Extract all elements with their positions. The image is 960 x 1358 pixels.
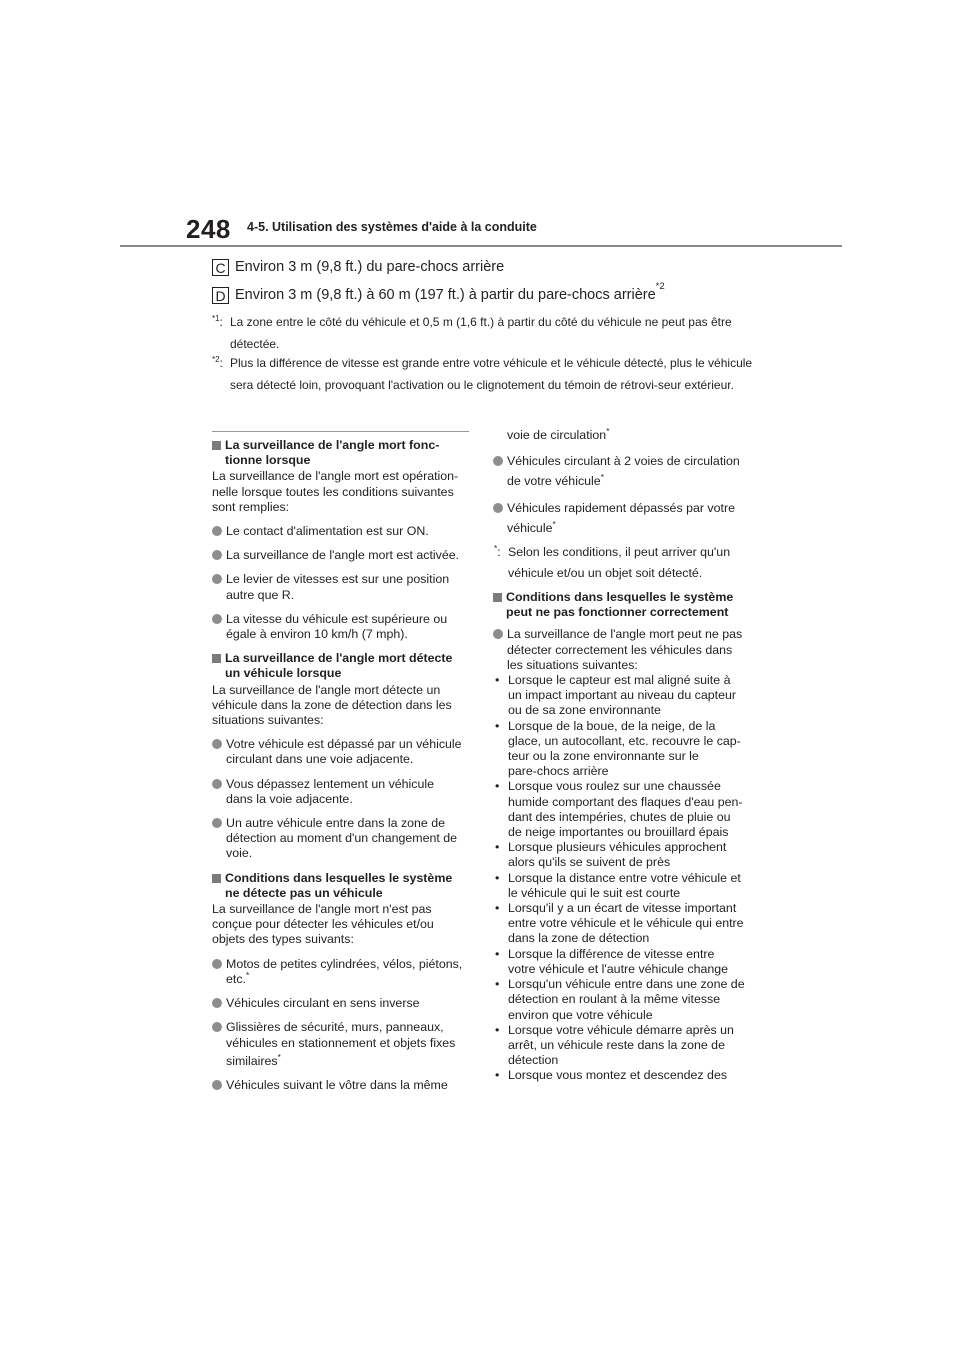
list-item: Glissières de sécurité, murs, panneaux, véhicules en stationnement et objets fixes similaires* [212, 1020, 474, 1069]
list-item: Véhicules circulant en sens inverse [212, 996, 474, 1011]
list-item: La surveillance de l'angle mort est activée. [212, 548, 474, 563]
zone-c-text: Environ 3 m (9,8 ft.) du pare-chocs arrière [235, 259, 505, 275]
list-item: Un autre véhicule entre dans la zone de détection au moment d'un changement de voie. [212, 816, 474, 862]
zone-c [212, 259, 504, 276]
circle-bullet-icon [212, 998, 222, 1008]
footnote-2-mark: *2 [212, 355, 220, 364]
footnote-1-mark: *1 [212, 314, 220, 323]
sub-list-item: • Lorsque la distance entre votre véhicule et le véhicule qui le suit est courte [495, 870, 741, 900]
zone-c-label: C [212, 259, 229, 276]
sub-list-item: • Lorsque vous roulez sur une chaussée humide comportant des flaques d'eau pen- dant des intempéries, chutes de pluie ou de neige importantes ou brouillard épais [495, 779, 743, 840]
intro-operation: La surveillance de l'angle mort est opération- nelle lorsque toutes les conditions suivantes sont remplies: [212, 469, 459, 514]
left-column [212, 438, 474, 1093]
circle-bullet-icon [212, 959, 222, 969]
circle-bullet-icon [212, 614, 222, 624]
section-title: 4-5. Utilisation des systèmes d'aide à la conduite [247, 220, 537, 234]
list-item: Motos de petites cylindrées, vélos, piétons, etc.* [212, 957, 474, 987]
sub-list-item: • Lorsque le capteur est mal aligné suite à un impact important au niveau du capteur ou de sa zone environnante [495, 673, 736, 718]
list-item: Votre véhicule est dépassé par un véhicule circulant dans une voie adjacente. [212, 737, 474, 767]
circle-bullet-icon [212, 739, 222, 749]
list-item: Véhicules rapidement dépassés par votre véhicule* [493, 501, 755, 536]
circle-bullet-icon [493, 503, 503, 513]
condition-list [493, 673, 755, 1083]
circle-bullet-icon [212, 550, 222, 560]
list-item: Le levier de vitesses est sur une position autre que R. [212, 572, 474, 602]
asterisk-note: *: Selon les conditions, il peut arriver qu'un véhicule et/ou un objet soit détecté. [494, 543, 731, 581]
column-divider [212, 431, 469, 432]
sub-list-item: • Lorsque votre véhicule démarre après un arrêt, un véhicule reste dans la zone de détection [495, 1022, 734, 1068]
continued-text: voie de circulation* [507, 426, 610, 442]
list-item: Le contact d'alimentation est sur ON. [212, 524, 474, 539]
circle-bullet-icon [212, 818, 222, 828]
heading-detection: La surveillance de l'angle mort détecte un véhicule lorsque [212, 651, 474, 681]
square-bullet-icon [212, 441, 221, 450]
zone-d-text: Environ 3 m (9,8 ft.) à 60 m (197 ft.) à partir du pare-chocs arrière [235, 287, 656, 303]
square-bullet-icon [212, 654, 221, 663]
sub-list-item: • Lorsque la différence de vitesse entre votre véhicule et l'autre véhicule change [495, 946, 729, 976]
sub-list-item: • Lorsque de la boue, de la neige, de la glace, un autocollant, etc. recouvre le cap- teur ou la zone environnante sur le pare-chocs arrière [495, 718, 741, 779]
zone-d: D Environ 3 m (9,8 ft.) à 60 m (197 ft.) à partir du pare-chocs arrière *2 [212, 287, 665, 304]
square-bullet-icon [212, 874, 221, 883]
circle-bullet-icon [212, 526, 222, 536]
heading-operation: La surveillance de l'angle mort fonc- tionne lorsque [212, 438, 474, 468]
zone-d-label: D [212, 287, 229, 304]
circle-bullet-icon [493, 456, 503, 466]
list-item: Véhicules circulant à 2 voies de circulation de votre véhicule* [493, 454, 755, 489]
footnote-2: $^{*2}$: Plus la différence de vitesse est grande entre votre véhicule et le véhicule détecté, plus le véhicule sera détecté loin, provoquant l'activation ou le clignotement du témoin de rétrovi-seur extérieur. [212, 352, 757, 396]
footnote-1-text: La zone entre le côté du véhicule et 0,5 m (1,6 ft.) à partir du côté du véhicule ne peut pas être détectée. [230, 315, 732, 351]
circle-bullet-icon [493, 629, 503, 639]
footnote-1: $^{*1}$: La zone entre le côté du véhicule et 0,5 m (1,6 ft.) à partir du côté du véhicule ne peut pas être détectée. [212, 311, 757, 355]
sub-list-item: • Lorsque vous montez et descendez des [495, 1068, 728, 1083]
square-bullet-icon [493, 593, 502, 602]
intro-detection: La surveillance de l'angle mort détecte un véhicule dans la zone de détection dans les situations suivantes: [212, 682, 452, 728]
circle-bullet-icon [212, 779, 222, 789]
circle-bullet-icon [212, 574, 222, 584]
circle-bullet-icon [212, 1022, 222, 1032]
footnote-2-text: Plus la différence de vitesse est grande entre votre véhicule et le véhicule détecté, plus le véhicule sera détecté loin, provoquant l'activation ou le clignotement du témoin de rétrovi-seur extérieur. [230, 356, 753, 392]
list-item: La surveillance de l'angle mort peut ne pas détecter correctement les véhicules dans les situations suivantes: [493, 627, 755, 673]
heading-non-detection: Conditions dans lesquelles le système ne détecte pas un véhicule [212, 871, 474, 901]
right-column [493, 428, 755, 1084]
sub-list-item: • Lorsqu'un véhicule entre dans une zone de détection en roulant à la même vitesse environ que votre véhicule [495, 977, 745, 1022]
list-item: La vitesse du véhicule est supérieure ou égale à environ 10 km/h (7 mph). [212, 612, 474, 642]
intro-non-detection: La surveillance de l'angle mort n'est pas conçue pour détecter les véhicules et/ou objets des types suivants: [212, 902, 434, 947]
heading-malfunction: Conditions dans lesquelles le système peut ne pas fonctionner correctement [493, 590, 755, 620]
page-number: 248 [186, 214, 231, 244]
sub-list-item: • Lorsqu'il y a un écart de vitesse important entre votre véhicule et le véhicule qui entre dans la zone de détection [495, 901, 744, 946]
list-item: Véhicules suivant le vôtre dans la même [212, 1078, 474, 1093]
list-item: Vous dépassez lentement un véhicule dans la voie adjacente. [212, 777, 474, 807]
header-rule [120, 245, 842, 247]
sub-list-item: • Lorsque plusieurs véhicules approchent alors qu'ils se suivent de près [495, 840, 727, 870]
circle-bullet-icon [212, 1080, 222, 1090]
